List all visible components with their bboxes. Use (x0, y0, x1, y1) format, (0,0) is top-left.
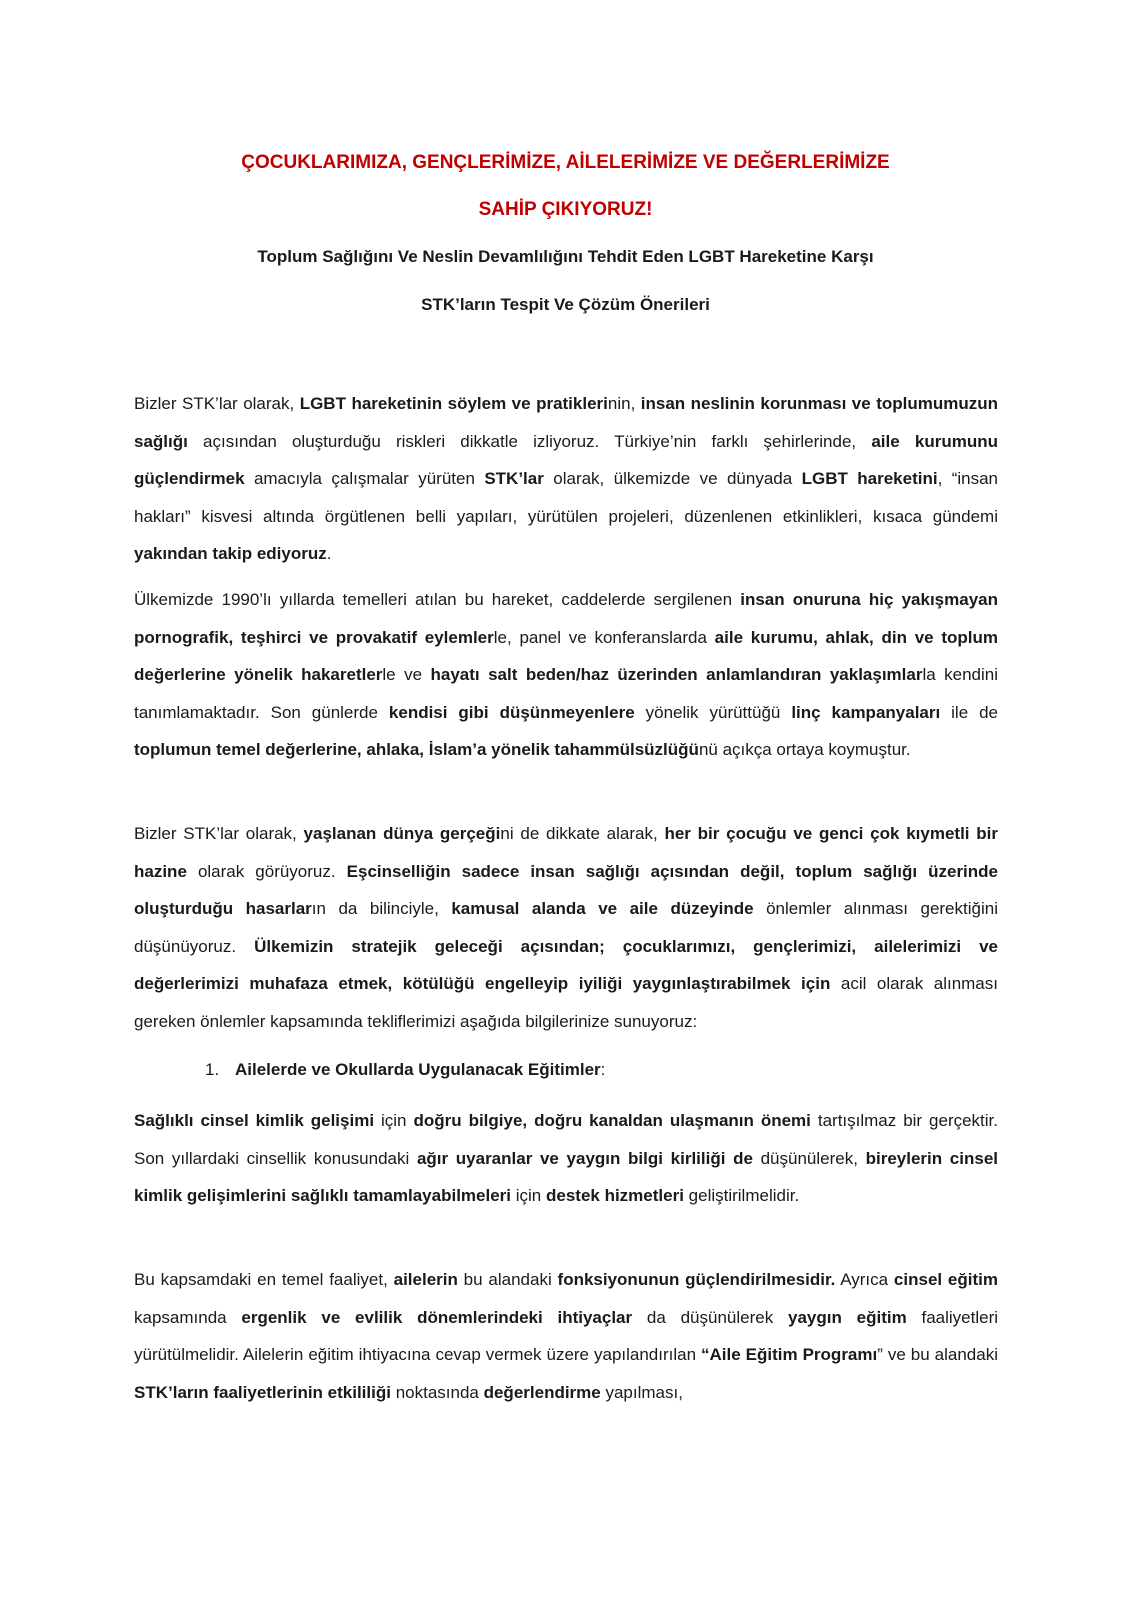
paragraph-5 (134, 1261, 998, 1411)
paragraph-3 (134, 815, 998, 1040)
bold-text-run: hayatı salt beden/haz üzerinden anlamlandıran yaklaşımlar (430, 665, 923, 684)
text-run: Bizler STK’lar olarak, (134, 394, 300, 413)
bold-text-run: aile kurumu, ahlak, din ve toplum değerlerine yönelik hakaretler (134, 627, 999, 684)
text-run: tartışılmaz bir gerçektir. Son yıllardaki cinsellik konusundaki (134, 1111, 999, 1168)
bold-text-run: STK’lar (484, 469, 544, 488)
text-run: le, panel ve konferanslarda (493, 627, 715, 647)
text-run: ni de dikkate alarak, (500, 824, 665, 843)
bold-text-run: Eşcinselliğin sadece insan sağlığı açısından değil, toplum sağlığı üzerinde oluşturduğu hasarlar (134, 861, 999, 918)
text-run: bu alandaki (457, 1270, 558, 1289)
bold-text-run: doğru bilgiye, doğru kanaldan ulaşmanın önemi (413, 1111, 811, 1130)
text-run: olarak, ülkemizde ve dünyada (543, 469, 802, 488)
list-suffix: : (600, 1060, 606, 1079)
text-run: için (374, 1111, 414, 1130)
text-run: Bu kapsamdaki en temel faaliyet, (134, 1270, 394, 1289)
text-run: düşünülerek, (752, 1148, 866, 1168)
bold-text-run: kendisi gibi düşünmeyenlere (388, 702, 635, 722)
bold-text-run: LGBT hareketinin söylem ve pratikleri (299, 394, 608, 413)
text-run: önlemler alınması gerektiğini düşünüyoruz. (134, 899, 998, 956)
text-run: Ayrıca (835, 1270, 894, 1289)
text-run: acil olarak alınması gereken önlemler kapsamında tekliflerimizi aşağıda bilgilerinize sunuyoruz: (134, 974, 998, 1031)
text-run: olarak görüyoruz. (186, 861, 347, 881)
text-run: le ve (382, 665, 431, 684)
bold-text-run: bireylerin cinsel kimlik gelişimlerini sağlıklı tamamlayabilmeleri (134, 1148, 998, 1205)
paragraph-2 (134, 581, 998, 769)
text-run: Ülkemizde 1990’lı yıllarda temelleri atılan bu hareket, caddelerde sergilenen (134, 590, 741, 609)
list-number: 1. (205, 1060, 220, 1079)
bold-text-run: destek hizmetleri (545, 1186, 684, 1205)
bold-text-run: yaşlanan dünya gerçeği (303, 824, 501, 843)
text-run: kapsamında (134, 1307, 242, 1327)
text-run: Bizler STK’lar olarak, (134, 824, 304, 843)
text-run: , “insan hakları” kisvesi altında örgütlenen belli yapıları, yürütülen projeleri, düzenlenen etkinlikleri, kısaca gündemi (134, 469, 998, 526)
text-run: da düşünülerek (632, 1307, 788, 1327)
text-run: nü açıkça ortaya koymuştur. (698, 740, 911, 759)
bold-text-run: ailelerin (393, 1270, 458, 1289)
bold-text-run: fonksiyonunun güçlendirilmesidir. (557, 1270, 836, 1289)
text-run: için (511, 1186, 546, 1205)
bold-text-run: Ülkemizin stratejik geleceği açısından; çocuklarımızı, gençlerimizi, ailelerimizi ve değerlerimizi muhafaza etmek, kötülüğü engelleyip iyiliği yaygınlaştırabilmek için (134, 936, 998, 993)
text-run: ” ve bu alandaki (877, 1345, 998, 1364)
bold-text-run: toplumun temel değerlerine, ahlaka, İslam’a yönelik tahammülsüzlüğü (134, 740, 699, 759)
text-run: ile de (940, 702, 999, 722)
list-label: Ailelerde ve Okullarda Uygulanacak Eğitimler (235, 1060, 601, 1079)
text-run: ın da bilinciyle, (311, 899, 452, 918)
bold-text-run: linç kampanyaları (791, 702, 941, 722)
bold-text-run: STK’ların faaliyetlerinin etkililiği (134, 1382, 391, 1402)
text-run: yapılması, (600, 1382, 683, 1402)
bold-text-run: insan onuruna hiç yakışmayan pornografik, teşhirci ve provakatif eylemler (134, 590, 998, 647)
text-run: açısından oluşturduğu riskleri dikkatle izliyoruz. Türkiye’nin farklı şehirlerinde, (187, 431, 872, 451)
bold-text-run: ağır uyaranlar ve yaygın bilgi kirliliği de (416, 1148, 753, 1168)
subtitle-line-1: Toplum Sağlığını Ve Neslin Devamlılığını Tehdit Eden LGBT Hareketine Karşı (257, 247, 874, 266)
main-title-line-2: SAHİP ÇIKIYORUZ! (478, 199, 653, 220)
subtitle-line-2: STK’ların Tespit Ve Çözüm Önerileri (421, 295, 710, 314)
bold-text-run: her bir çocuğu ve genci çok kıymetli bir hazine (134, 824, 999, 881)
bold-text-run: Sağlıklı cinsel kimlik gelişimi (134, 1111, 375, 1130)
text-run: . (326, 544, 332, 563)
bold-text-run: “Aile Eğitim Programı (701, 1345, 878, 1364)
text-run: nin, (607, 394, 641, 413)
text-run: faaliyetleri yürütülmelidir. Ailelerin eğitim ihtiyacına cevap vermek üzere yapılandırılan (134, 1307, 999, 1364)
paragraph-4 (134, 1102, 998, 1215)
text-run: la kendini tanımlamaktadır. Son günlerde (134, 665, 999, 722)
main-title-line-1: ÇOCUKLARIMIZA, GENÇLERİMİZE, AİLELERİMİZE VE DEĞERLERİMİZE (241, 152, 890, 173)
bold-text-run: yaygın eğitim (788, 1307, 907, 1327)
bold-text-run: aile kurumunu güçlendirmek (134, 431, 998, 488)
paragraph-1 (134, 385, 998, 573)
bold-text-run: insan neslinin korunması ve toplumumuzun sağlığı (134, 394, 999, 451)
text-run: amacıyla çalışmalar yürüten (244, 469, 485, 488)
text-run: geliştirilmelidir. (683, 1186, 800, 1205)
bold-text-run: LGBT hareketini (801, 469, 938, 488)
bold-text-run: değerlendirme (483, 1382, 601, 1402)
list-item-1 (205, 1051, 605, 1088)
text-run: yönelik yürüttüğü (634, 702, 792, 722)
bold-text-run: kamusal alanda ve aile düzeyinde (451, 899, 754, 918)
bold-text-run: yakından takip ediyoruz (134, 544, 327, 563)
bold-text-run: ergenlik ve evlilik dönemlerindeki ihtiyaçlar (241, 1307, 633, 1327)
bold-text-run: cinsel eğitim (893, 1270, 998, 1289)
text-run: noktasında (390, 1382, 484, 1402)
